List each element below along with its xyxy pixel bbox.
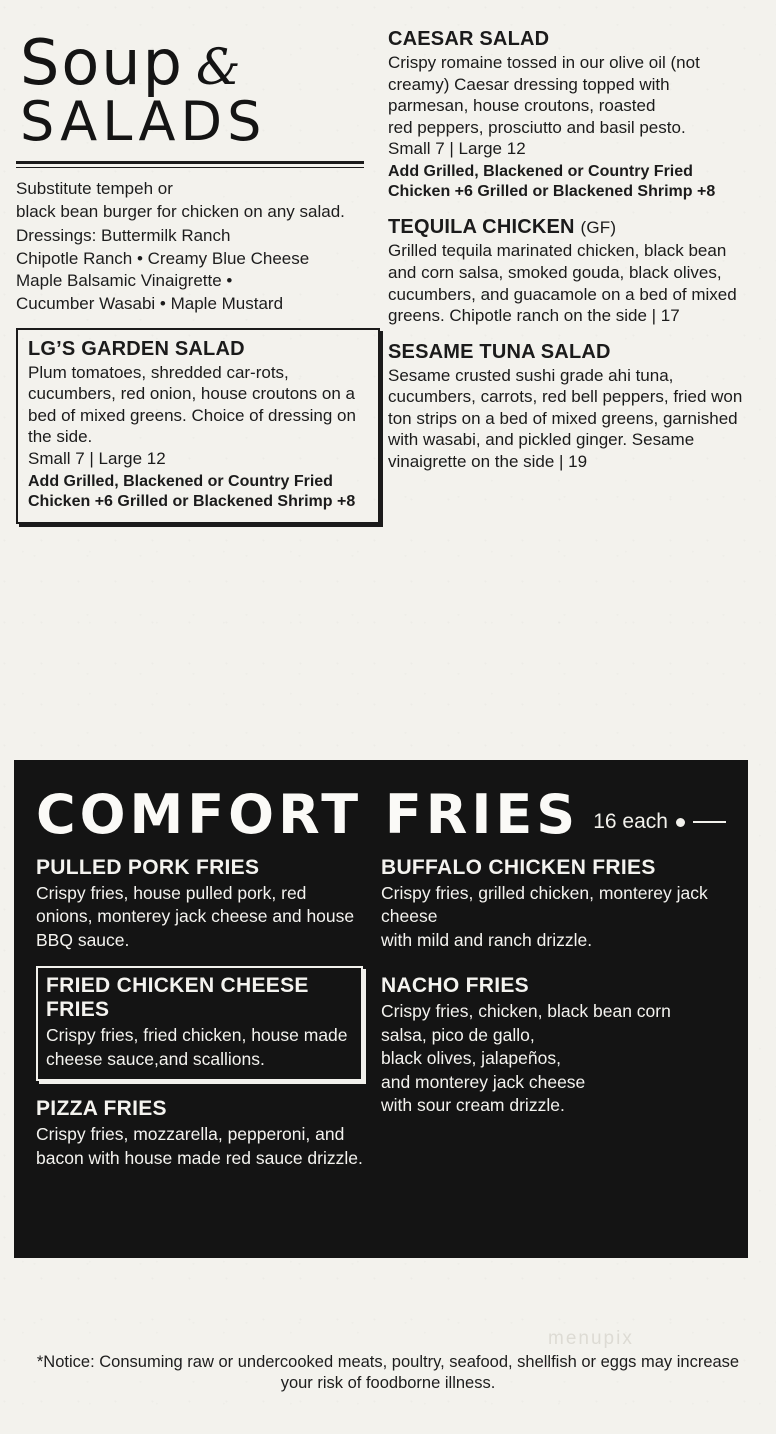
menu-item-caesar-salad xyxy=(388,28,746,202)
section-title: COMFORT FRIES xyxy=(36,783,580,846)
item-name: LG’S GARDEN SALAD xyxy=(28,337,245,360)
item-addons: Add Grilled, Blackened or Country Fried Chicken +6 Grilled or Blackened Shrimp +8 xyxy=(28,472,356,510)
item-name: CAESAR SALAD xyxy=(387,28,550,50)
menu-item-tequila-chicken xyxy=(388,216,746,326)
item-price: Small 7 | Large 12 xyxy=(387,139,526,159)
section-price-leader xyxy=(593,796,726,834)
fries-left-column xyxy=(36,856,381,1184)
salads-left-column xyxy=(16,28,388,524)
item-price: Small 7 | Large 12 xyxy=(28,448,166,468)
item-description: Crispy romaine tossed in our olive oil (not creamy) Caesar dressing topped with parmesan, house croutons, roasted red peppers, prosciutto and basil pesto. xyxy=(387,53,700,137)
item-description: Plum tomatoes, shredded car-rots, cucumbers, red onion, house croutons on a bed of mixed greens. Choice of dressing on the side. xyxy=(28,362,356,447)
item-name: PIZZA FRIES xyxy=(36,1097,167,1121)
item-description: Crispy fries, grilled chicken, monterey jack cheese with mild and ranch drizzle. xyxy=(381,883,708,950)
substitute-note: Substitute tempeh or black bean burger for chicken on any salad. xyxy=(16,178,345,221)
item-description: Crispy fries, fried chicken, house made cheese sauce,and scallions. xyxy=(46,1025,348,1069)
item-description: Grilled tequila marinated chicken, black bean and corn salsa, smoked gouda, black olives, cucumbers, and guacamole on a bed of mixed greens. Chipotle ranch on the side | 17 xyxy=(387,241,737,326)
page-title-salads: SALADS xyxy=(20,89,267,153)
watermark: menupix xyxy=(548,1328,634,1349)
leader-dot-icon xyxy=(676,818,685,827)
dressings-list: Dressings: Buttermilk Ranch Chipotle Ranch • Creamy Blue Cheese Maple Balsamic Vinaigrette • Cucumber Wasabi • Maple Mustard xyxy=(16,226,310,313)
item-name: NACHO FRIES xyxy=(381,974,529,998)
menu-item-garden-salad xyxy=(16,328,380,524)
item-name: FRIED CHICKEN CHEESE FRIES xyxy=(46,974,309,1022)
item-name: SESAME TUNA SALAD xyxy=(387,340,611,363)
comfort-fries-header xyxy=(36,783,726,846)
item-name: BUFFALO CHICKEN FRIES xyxy=(381,856,656,879)
menu-item-fried-chicken-cheese-fries xyxy=(36,966,363,1081)
item-gluten-free-tag: (GF) xyxy=(580,218,617,238)
item-addons: Add Grilled, Blackened or Country Fried Chicken +6 Grilled or Blackened Shrimp +8 xyxy=(387,163,716,201)
fries-right-column xyxy=(381,856,726,1184)
menu-item-pizza-fries xyxy=(36,1097,363,1170)
menu-item-nacho-fries xyxy=(381,974,708,1117)
item-description: Sesame crusted sushi grade ahi tuna, cucumbers, carrots, red bell peppers, fried won ton strips on a bed of mixed greens, garnished with wasabi, and pickled ginger. Sesame vinaigrette on the side | 19 xyxy=(387,365,743,472)
allergen-notice: *Notice: Consuming raw or undercooked meats, poultry, seafood, shellfish or eggs may increase your risk of foodborne illness. xyxy=(36,1353,740,1393)
page-title-soup xyxy=(20,26,380,99)
item-name-text: TEQUILA CHICKEN xyxy=(387,216,575,239)
title-divider xyxy=(16,161,364,168)
menu-item-pulled-pork-fries xyxy=(36,856,363,952)
item-description: Crispy fries, mozzarella, pepperoni, and bacon with house made red sauce drizzle. xyxy=(36,1124,363,1168)
item-name: PULLED PORK FRIES xyxy=(36,856,260,879)
section-price: 16 each xyxy=(593,810,668,833)
item-description: Crispy fries, house pulled pork, red onions, monterey jack cheese and house BBQ sauce. xyxy=(36,883,355,950)
comfort-fries-section xyxy=(14,760,748,1258)
item-name xyxy=(388,216,746,239)
menu-item-sesame-tuna-salad xyxy=(388,341,746,473)
comfort-fries-columns xyxy=(36,856,726,1184)
leader-line xyxy=(693,821,726,823)
menu-item-buffalo-chicken-fries xyxy=(381,856,708,952)
salads-right-column xyxy=(388,28,746,524)
title-ampersand: & xyxy=(195,38,243,96)
title-soup-word: Soup xyxy=(20,26,184,99)
item-description: Crispy fries, chicken, black bean corn salsa, pico de gallo, black olives, jalapeños, and monterey jack cheese with sour cream drizzle. xyxy=(381,1001,671,1116)
soup-and-salads-section xyxy=(0,0,776,524)
